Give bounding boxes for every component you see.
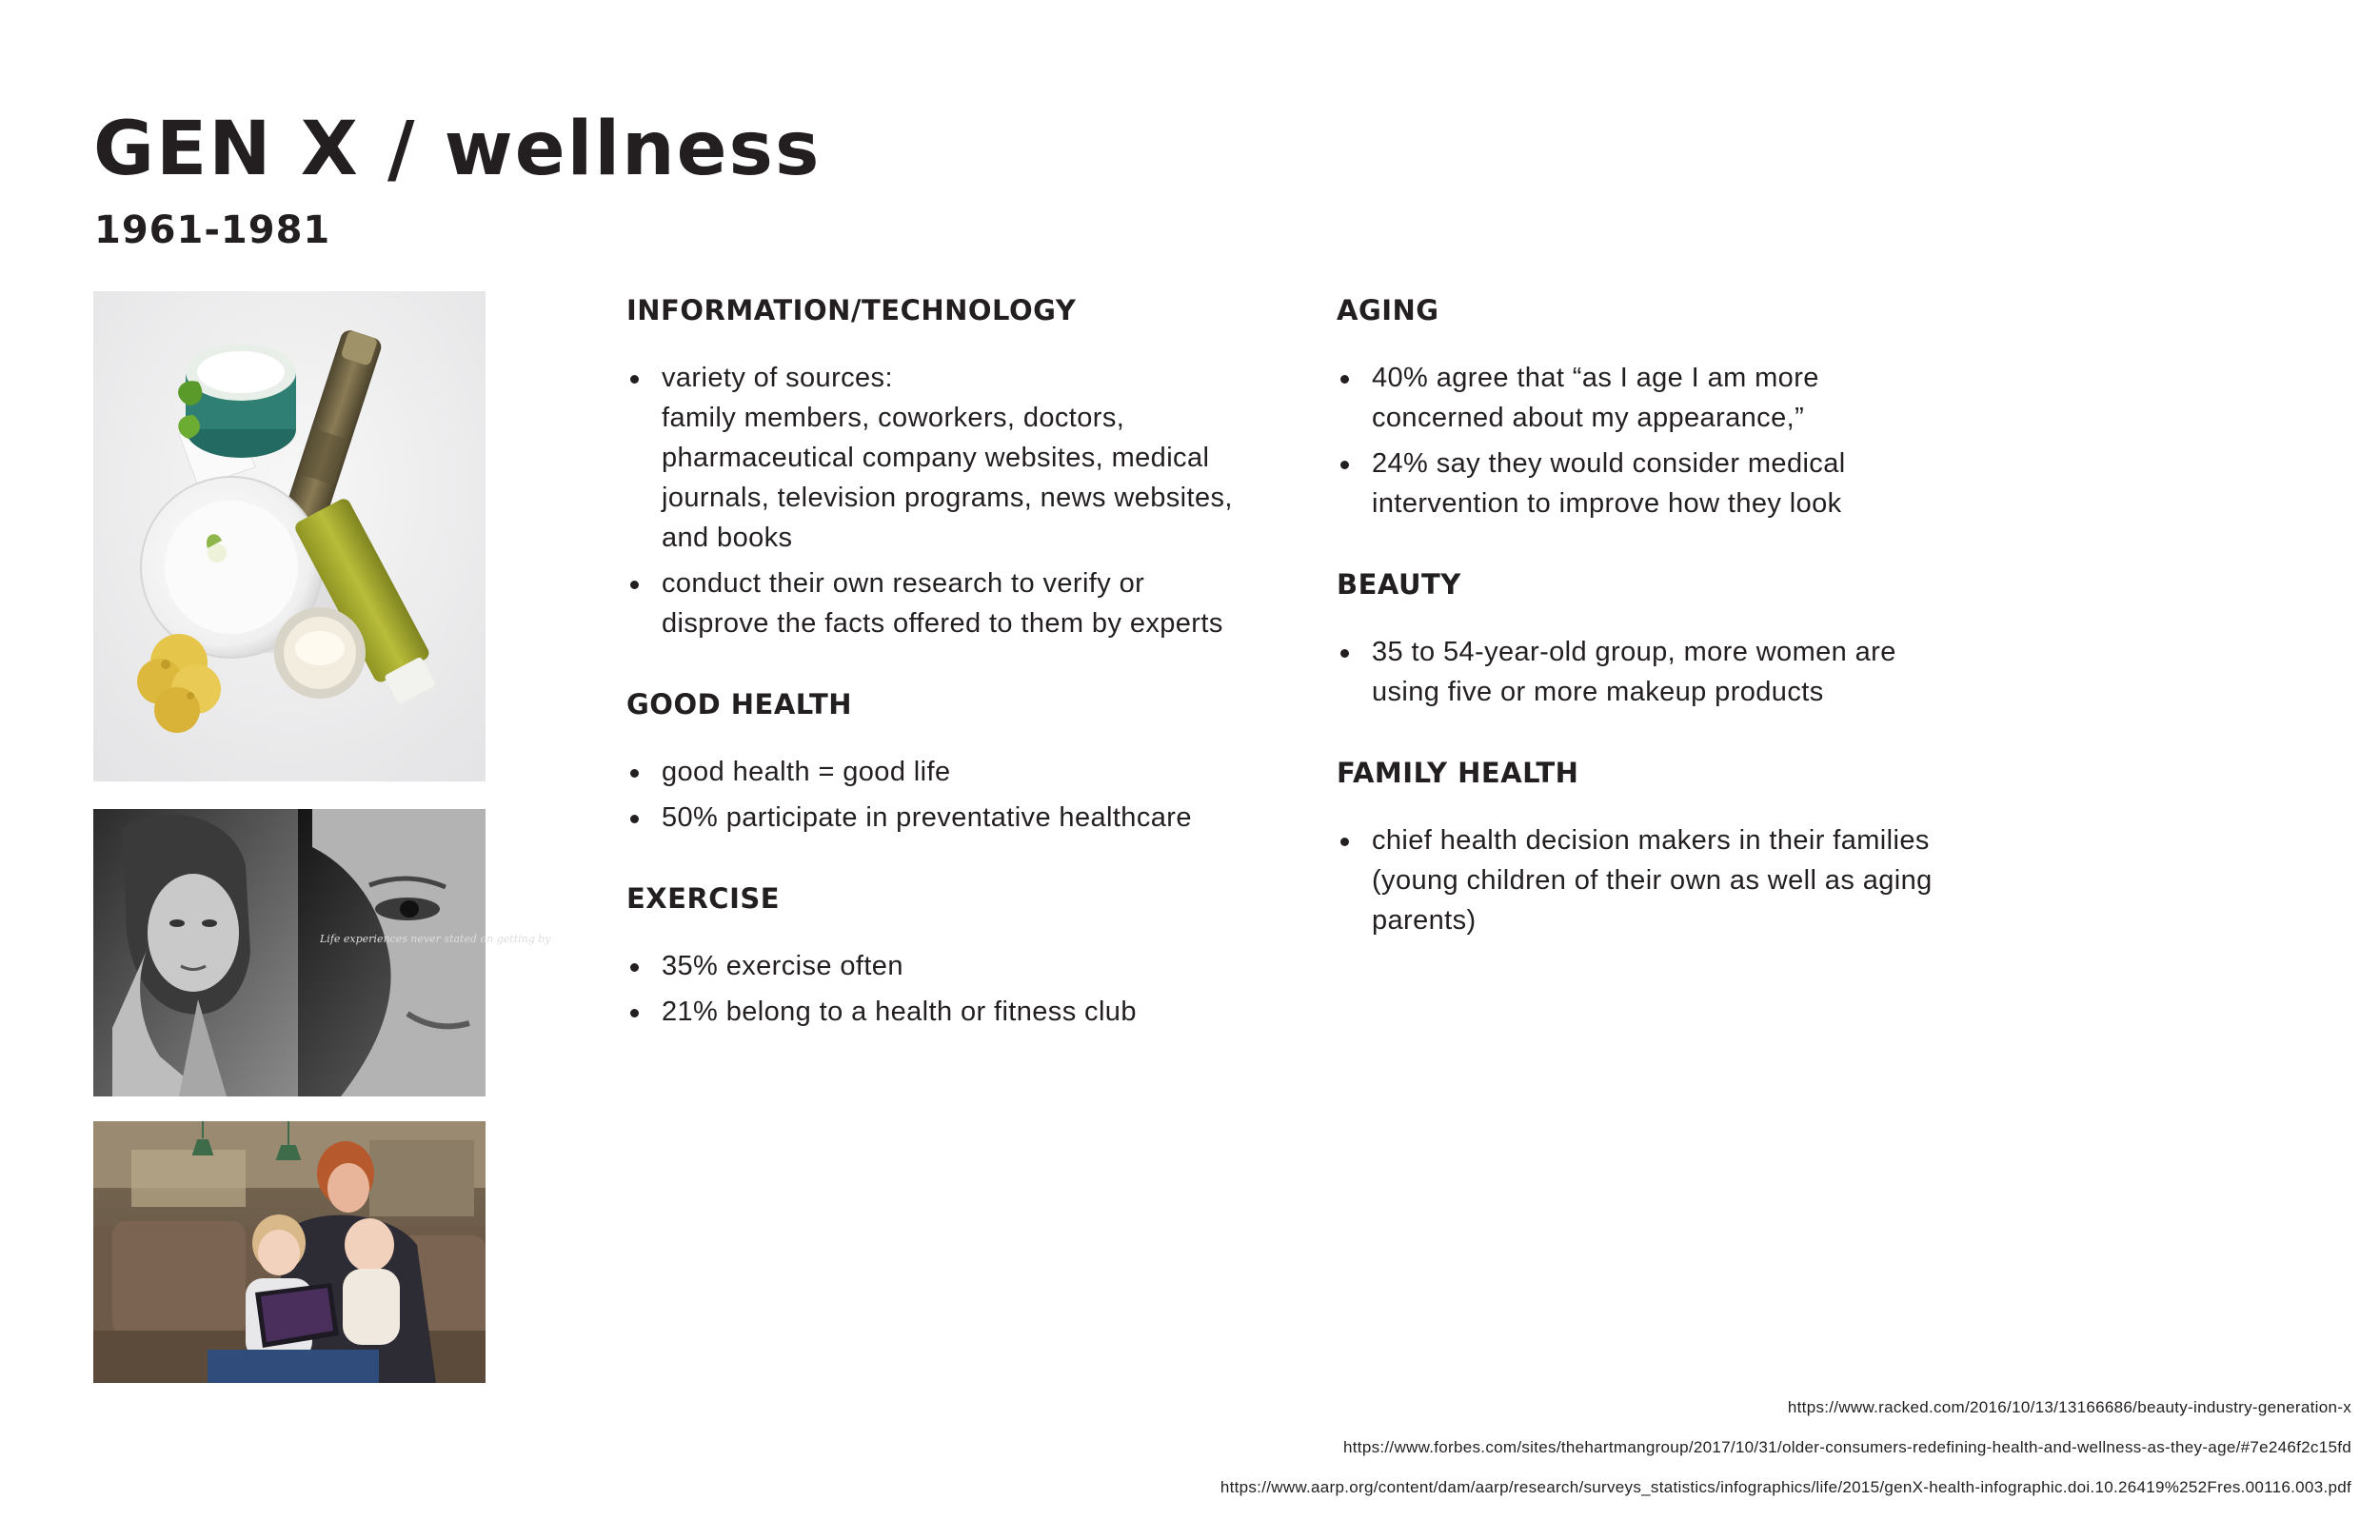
bullet-subtext: family members, coworkers, doctors, pharmaceutical company websites, medical journals, television programs, news websites, and books [662, 403, 1233, 553]
bullet-text: 35% exercise often [662, 951, 903, 981]
section-heading: AGING [1337, 294, 1439, 326]
section-good-health [626, 685, 1236, 838]
bullet-text: conduct their own research to verify or disprove the facts offered to them by experts [662, 568, 1223, 639]
bullet-list [1337, 820, 1946, 940]
section-heading: EXERCISE [626, 882, 781, 915]
mother-children-tablet-photo [93, 1121, 486, 1383]
bullet-list [1337, 632, 1946, 712]
bullet-list [626, 752, 1236, 838]
list-item [626, 752, 1236, 792]
bullet-list [626, 946, 1236, 1032]
bullet-text: 40% agree that “as I age I am more concerned about my appearance,” [1372, 363, 1819, 433]
section-beauty [1337, 565, 1946, 712]
section-information-technology [626, 291, 1236, 643]
left-content-column [626, 291, 1236, 1074]
list-item [1337, 632, 1946, 712]
bullet-text: 35 to 54-year-old group, more women are using five or more makeup products [1372, 637, 1896, 707]
bullet-text: good health = good life [662, 757, 951, 787]
list-item [626, 946, 1236, 986]
section-exercise [626, 879, 1236, 1032]
list-item [626, 358, 1236, 558]
source-link-racked[interactable]: https://www.racked.com/2016/10/13/13166686/beauty-industry-generation-x [1787, 1398, 2351, 1416]
page-subtitle-years: 1961-1981 [94, 208, 331, 252]
list-item [626, 798, 1236, 838]
list-item [626, 992, 1236, 1032]
portrait-caption: Life experiences never stated on getting by [320, 933, 551, 945]
bullet-text: 50% participate in preventative healthcare [662, 802, 1192, 833]
list-item [1337, 358, 1946, 438]
bullet-list [1337, 358, 1946, 523]
section-heading: INFORMATION/TECHNOLOGY [626, 294, 1077, 326]
source-link-forbes[interactable]: https://www.forbes.com/sites/thehartmangroup/2017/10/31/older-consumers-redefining-health-and-wellness-as-they-age/#7e246f2c15fd [1343, 1438, 2351, 1456]
section-heading: FAMILY HEALTH [1337, 757, 1579, 789]
skincare-products-photo [93, 291, 486, 781]
bullet-text: chief health decision makers in their families (young children of their own as well as aging parents) [1372, 825, 1933, 936]
section-family-health [1337, 754, 1946, 940]
right-content-column [1337, 291, 1946, 982]
section-heading: GOOD HEALTH [626, 688, 853, 721]
list-item [1337, 820, 1946, 940]
source-links [828, 1388, 2351, 1508]
source-link-aarp[interactable]: https://www.aarp.org/content/dam/aarp/research/surveys_statistics/infographics/life/2015/genX-health-infographic.doi.10.26419%252Fres.00116.003.pdf [1220, 1478, 2351, 1496]
bullet-text: 24% say they would consider medical intervention to improve how they look [1372, 448, 1846, 519]
woman-portrait-photo [93, 809, 551, 1096]
bullet-list [626, 358, 1236, 643]
list-item [626, 563, 1236, 643]
list-item [1337, 444, 1946, 523]
section-aging [1337, 291, 1946, 523]
bullet-text: 21% belong to a health or fitness club [662, 997, 1137, 1027]
bullet-text: variety of sources: [662, 363, 893, 393]
page-title: GEN X / wellness [93, 107, 822, 192]
section-heading: BEAUTY [1337, 568, 1461, 601]
